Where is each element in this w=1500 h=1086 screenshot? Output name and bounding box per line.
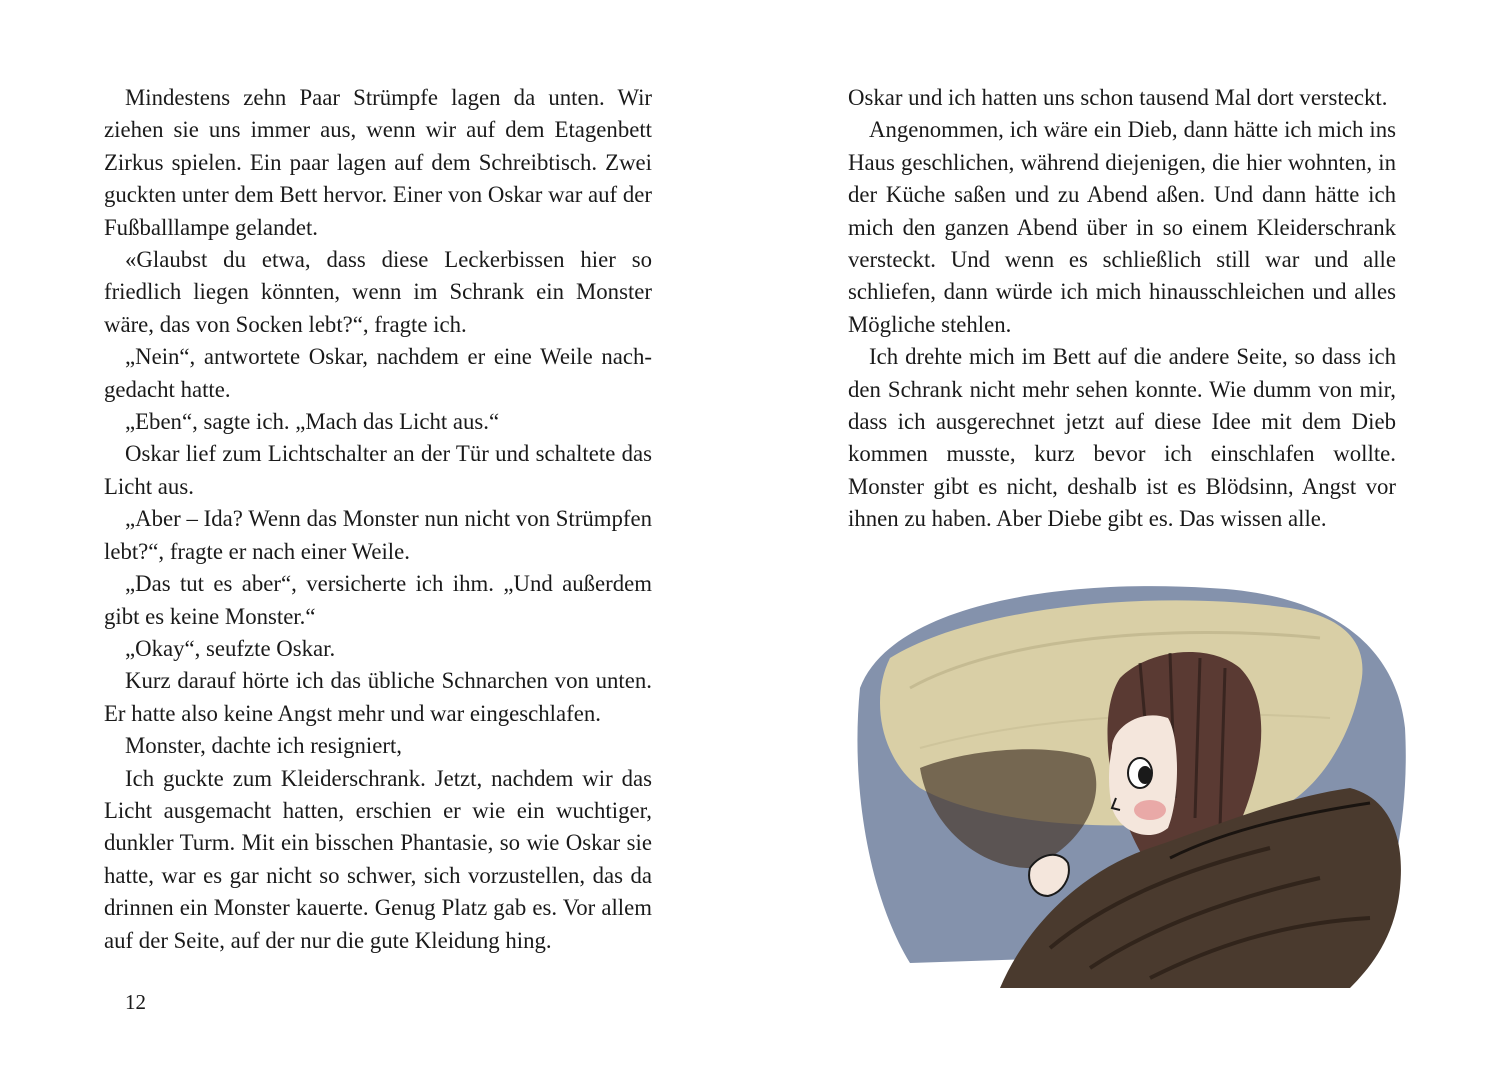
paragraph: Monster, dachte ich resigniert, <box>125 733 402 759</box>
paragraph: Ich guckte zum Kleiderschrank. Jetzt, nachdem wir das Licht ausgemacht hatten, erschien er wie ein wuchtiger, dunkler Turm. Mit ein bisschen Phantasie, so wie Oskar sie hatte, war es gar nicht so schwer, sich vorzustellen, das da drinnen ein Monster kauerte. Genug Platz gab es. Vor allem auf der Seite, auf der nur die gute Kleidung hing. <box>104 765 652 953</box>
page-number: 12 <box>125 990 146 1014</box>
paragraph: Mindestens zehn Paar Strümpfe lagen da unten. Wir ziehen sie uns immer aus, wenn wir auf dem Etagenbett Zirkus spielen. Ein paar lagen auf dem Schreibtisch. Zwei guckten unter dem Bett hervor. Einer von Oskar war auf der Fußballlampe gelandet. <box>104 85 652 240</box>
paragraph: „Aber – Ida? Wenn das Monster nun nicht von Strümpfen lebt?“, fragte er nach einer Weile. <box>104 506 652 564</box>
left-text-column <box>104 82 652 957</box>
paragraph: Angenommen, ich wäre ein Dieb, dann hätte ich mich ins Haus geschlichen, während diejenigen, die hier wohnten, in der Küche saßen und zu Abend aßen. Und dann hätte ich mich den ganzen Abend über in so einem Kleiderschrank versteckt. Und wenn es schließlich still war und alle schliefen, dann würde ich mich hinausschleichen und alles Mögliche stehlen. <box>848 117 1396 337</box>
right-page <box>750 0 1500 1086</box>
girl-cheek <box>1134 800 1166 820</box>
paragraph: «Glaubst du etwa, dass diese Leckerbissen hier so friedlich liegen könnten, wenn im Schrank ein Monster wäre, das von Socken lebt?“, fragte ich. <box>104 247 652 337</box>
right-text-column <box>848 82 1396 536</box>
paragraph: Oskar lief zum Lichtschalter an der Tür und schaltete das Licht aus. <box>104 441 652 499</box>
paragraph: „Eben“, sagte ich. „Mach das Licht aus.“ <box>125 409 500 435</box>
paragraph: „Nein“, antwortete Oskar, nachdem er eine Weile nachgedacht hatte. <box>104 344 652 402</box>
paragraph: Kurz darauf hörte ich das übliche Schnarchen von unten. Er hatte also keine Angst mehr und war eingeschlafen. <box>104 668 652 726</box>
girl-in-bed-illustration <box>850 568 1410 988</box>
paragraph: „Okay“, seufzte Oskar. <box>125 635 336 661</box>
paragraph: „Das tut es aber“, versicherte ich ihm. „Und außerdem gibt es keine Monster.“ <box>104 571 652 629</box>
paragraph: Ich drehte mich im Bett auf die andere Seite, so dass ich den Schrank nicht mehr sehen konnte. Wie dumm von mir, dass ich ausgerechnet jetzt auf diese Idee mit dem Dieb kommen musste, kurz bevor ich einschlafen wollte. Monster gibt es nicht, deshalb ist es Blödsinn, Angst vor ihnen zu haben. Aber Diebe gibt es. Das wissen alle. <box>848 344 1396 532</box>
paragraph-continuation: Oskar und ich hatten uns schon tausend Mal dort versteckt. <box>848 85 1388 110</box>
